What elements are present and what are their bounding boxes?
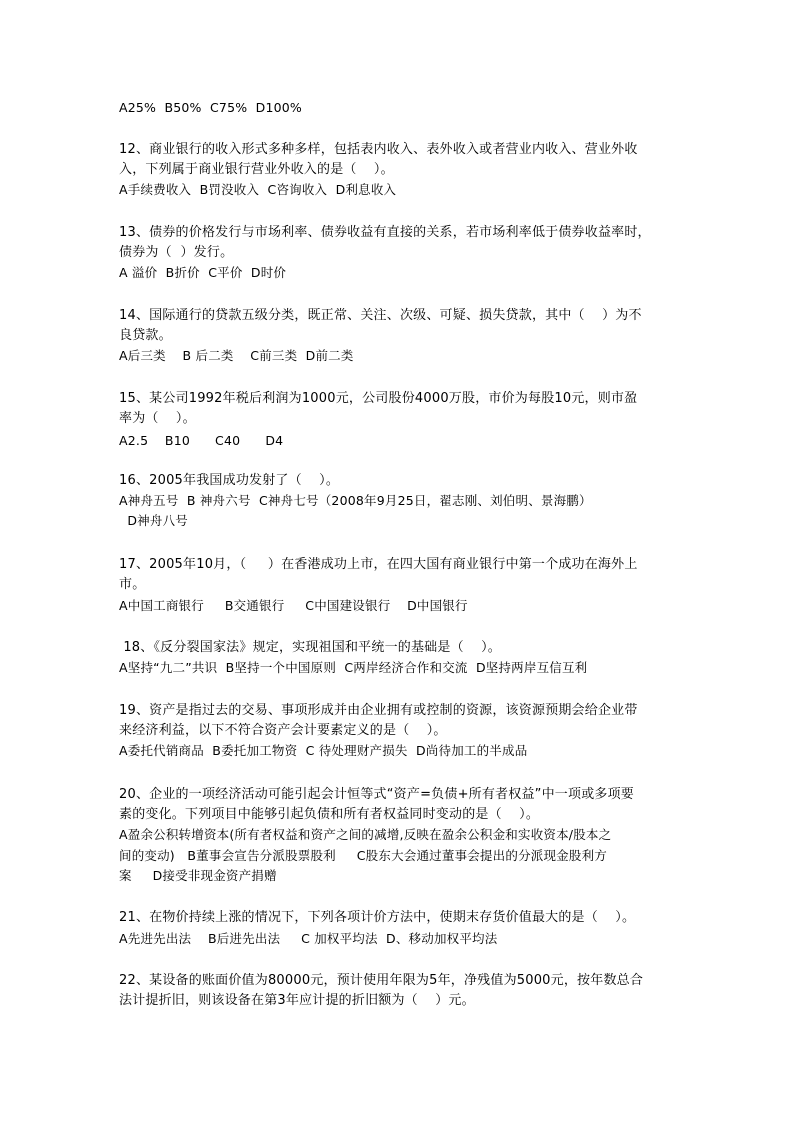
question-text-line: 16、2005年我国成功发射了（ ）。 [119, 473, 340, 488]
answer-options-line: A委托代销商品 B委托加工物资 C 待处理财产损失 D尚待加工的半成品 [119, 743, 528, 758]
question-text-line: 20、企业的一项经济活动可能引起会计恒等式“资产=负债+所有者权益”中一项或多项要 [119, 787, 634, 802]
answer-options-line: A先进先出法 B后进先出法 C 加权平均法 D、移动加权平均法 [119, 931, 498, 946]
question-text-line: 17、2005年10月，（ ）在香港成功上市，在四大国有商业银行中第一个成功在海外上 [119, 557, 638, 572]
question-text-line: 15、某公司1992年税后利润为1000元，公司股份4000万股，市价为每股10元，则市盈 [119, 391, 638, 406]
question-text-line: 素的变化。下列项目中能够引起负债和所有者权益同时变动的是（ ）。 [119, 807, 540, 822]
question-text-line: 19、资产是指过去的交易、事项形成并由企业拥有或控制的资源，该资源预期会给企业带 [119, 703, 638, 718]
question-text-line: 12、商业银行的收入形式多种多样，包括表内收入、表外收入或者营业内收入、营业外收 [119, 142, 638, 157]
answer-options-line: A手续费收入 B罚没收入 C咨询收入 D利息收入 [119, 182, 397, 197]
answer-options-line: A后三类 B 后二类 C前三类 D前二类 [119, 348, 354, 363]
question-text-line: 入，下列属于商业银行营业外收入的是（ ）。 [119, 162, 394, 177]
answer-options-line: A25% B50% C75% D100% [119, 100, 303, 115]
answer-options-line: A中国工商银行 B交通银行 C中国建设银行 D中国银行 [119, 598, 468, 613]
question-text-line: 法计提折旧，则该设备在第3年应计提的折旧额为（ ）元。 [119, 993, 475, 1008]
question-text-line: 债券为（ ）发行。 [119, 245, 234, 260]
question-text-line: 13、债券的价格发行与市场利率、债券收益有直接的关系，若市场利率低于债券收益率时， [119, 225, 651, 240]
answer-options-line: 间的变动) B董事会宣告分派股票股利 C股东大会通过董事会提出的分派现金股利方 [119, 848, 607, 863]
question-text-line: 良贷款。 [119, 328, 172, 343]
answer-options-line: A2.5 B10 C40 D4 [119, 433, 284, 448]
question-text-line: 18、《反分裂国家法》规定，实现祖国和平统一的基础是（ ）。 [119, 640, 502, 655]
question-text-line: 14、国际通行的贷款五级分类，既正常、关注、次级、可疑、损失贷款，其中（ ）为不 [119, 308, 642, 323]
answer-options-line: A神舟五号 B 神舟六号 C神舟七号（2008年9月25日，翟志刚、刘伯明、景海鹏） [119, 493, 592, 508]
answer-options-line: A坚持“九二”共识 B坚持一个中国原则 C两岸经济合作和交流 D坚持两岸互信互利 [119, 660, 588, 675]
answer-options-line: A盈余公积转增资本(所有者权益和资产之间的减增,反映在盈余公积金和实收资本/股本之 [119, 827, 612, 842]
answer-options-line: D神舟八号 [119, 513, 188, 528]
question-text-line: 率为（ ）。 [119, 411, 196, 426]
question-text-line: 市。 [119, 577, 146, 592]
answer-options-line: A 溢价 B折价 C平价 D时价 [119, 265, 287, 280]
answer-options-line: 案 D接受非现金资产捐赠 [119, 868, 277, 883]
question-text-line: 21、在物价持续上涨的情况下，下列各项计价方法中，使期末存货价值最大的是（ ）。 [119, 910, 636, 925]
question-text-line: 22、某设备的账面价值为80000元，预计使用年限为5年，净残值为5000元，按年数总合 [119, 973, 644, 988]
question-text-line: 来经济利益，以下不符合资产会计要素定义的是（ ）。 [119, 723, 447, 738]
